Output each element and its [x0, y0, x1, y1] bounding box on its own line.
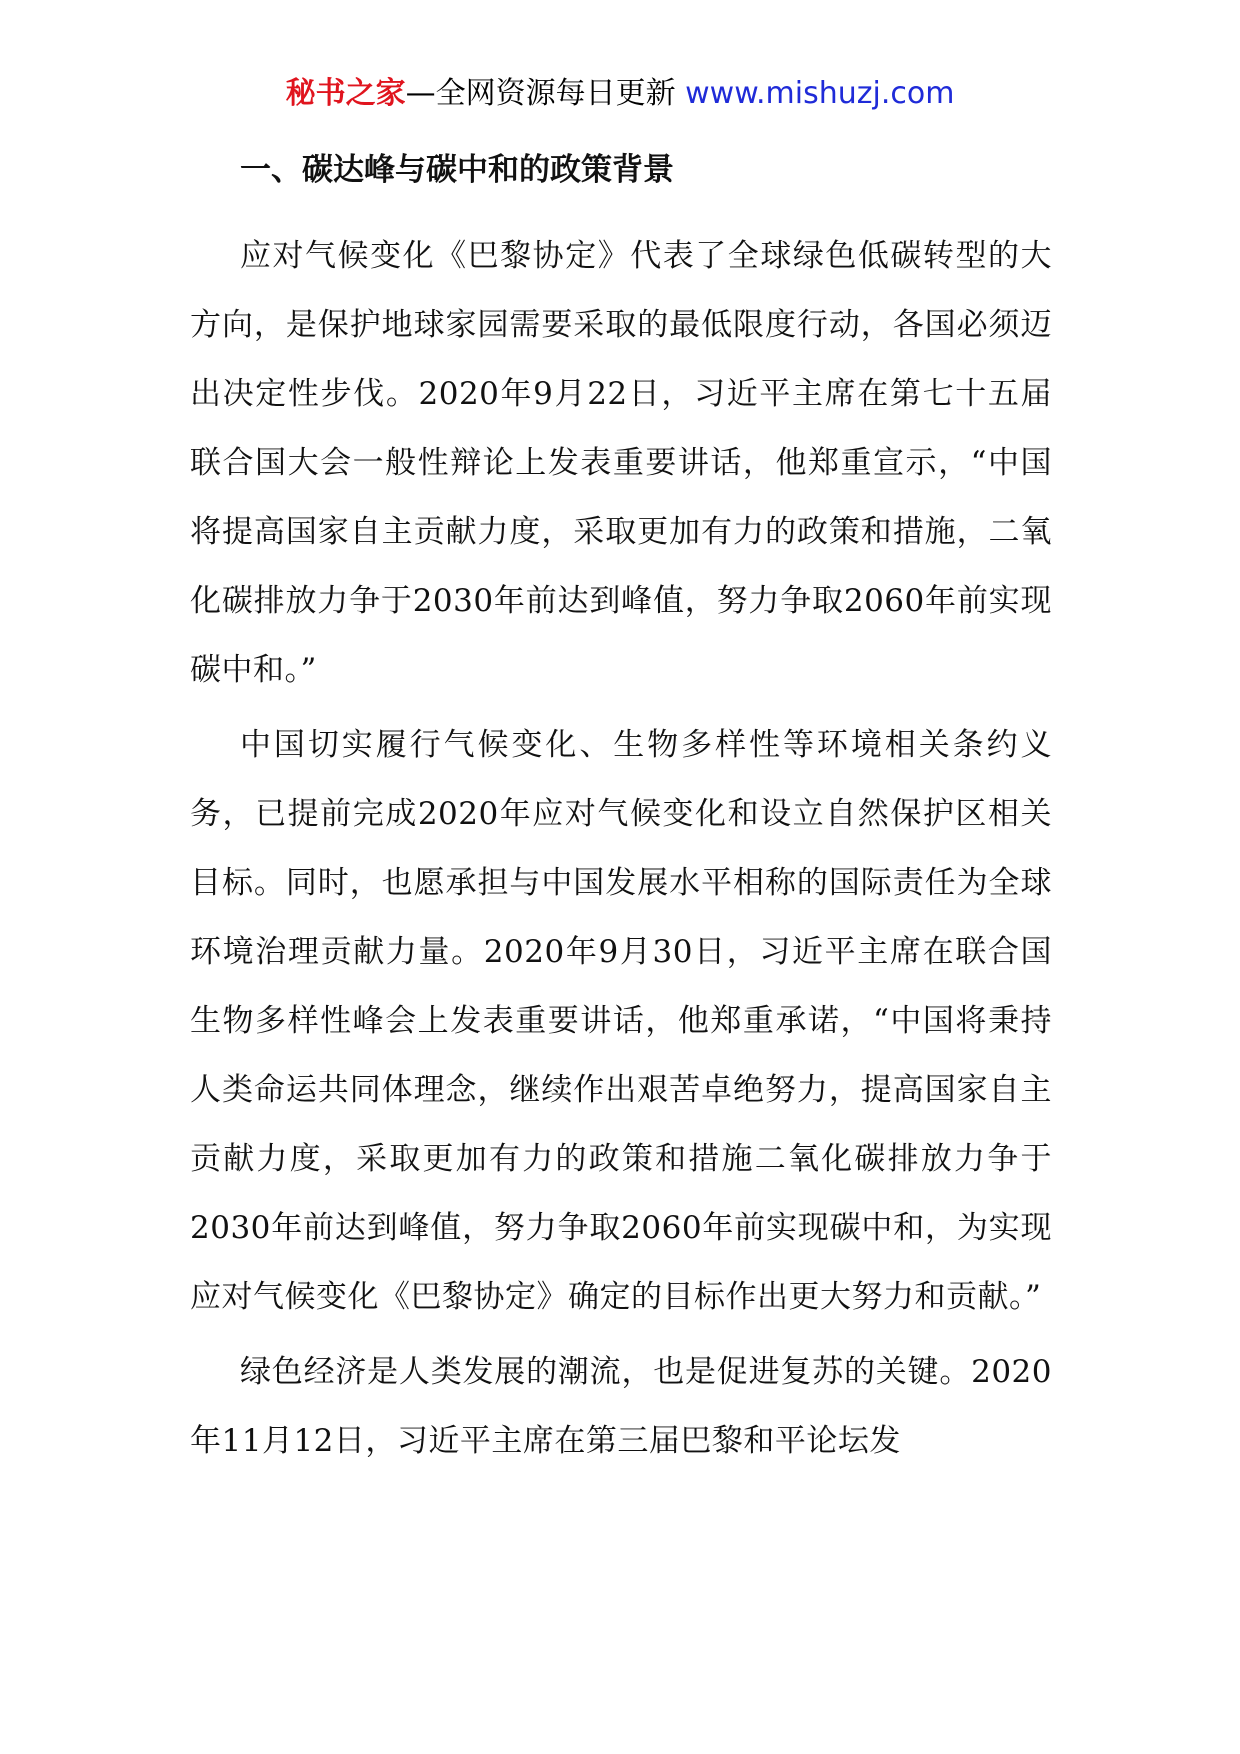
- paragraph-1: 应对气候变化《巴黎协定》代表了全球绿色低碳转型的大方向，是保护地球家园需要采取的最低限度行动，各国必须迈出决定性步伐。2020年9月22日，习近平主席在第七十五届联合国大会一般性辩论上发表重要讲话，他郑重宣示，“中国将提高国家自主贡献力度，采取更加有力的政策和措施，二氧化碳排放力争于2030年前达到峰值，努力争取2060年前实现碳中和。”: [190, 238, 1052, 688]
- banner-tagline: —全网资源每日更新: [405, 76, 686, 111]
- website-url: www.mishuzj.com: [685, 76, 955, 111]
- paragraph-2: 中国切实履行气候变化、生物多样性等环境相关条约义务，已提前完成2020年应对气候变化和设立自然保护区相关目标。同时，也愿承担与中国发展水平相称的国际责任为全球环境治理贡献力量。2020年9月30日，习近平主席在联合国生物多样性峰会上发表重要讲话，他郑重承诺，“中国将秉持人类命运共同体理念，继续作出艰苦卓绝努力，提高国家自主贡献力度，采取更加有力的政策和措施二氧化碳排放力争于2030年前达到峰值，努力争取2060年前实现碳中和，为实现应对气候变化《巴黎协定》确定的目标作出更大努力和贡献。”: [190, 727, 1052, 1315]
- document-body: [190, 140, 1052, 1482]
- header-banner: [0, 72, 1240, 116]
- brand-name: 秘书之家: [285, 76, 406, 111]
- paragraph-3: 绿色经济是人类发展的潮流，也是促进复苏的关键。2020年11月12日，习近平主席在第三届巴黎和平论坛发: [190, 1354, 1052, 1459]
- section-heading: 一、碳达峰与碳中和的政策背景: [240, 152, 674, 188]
